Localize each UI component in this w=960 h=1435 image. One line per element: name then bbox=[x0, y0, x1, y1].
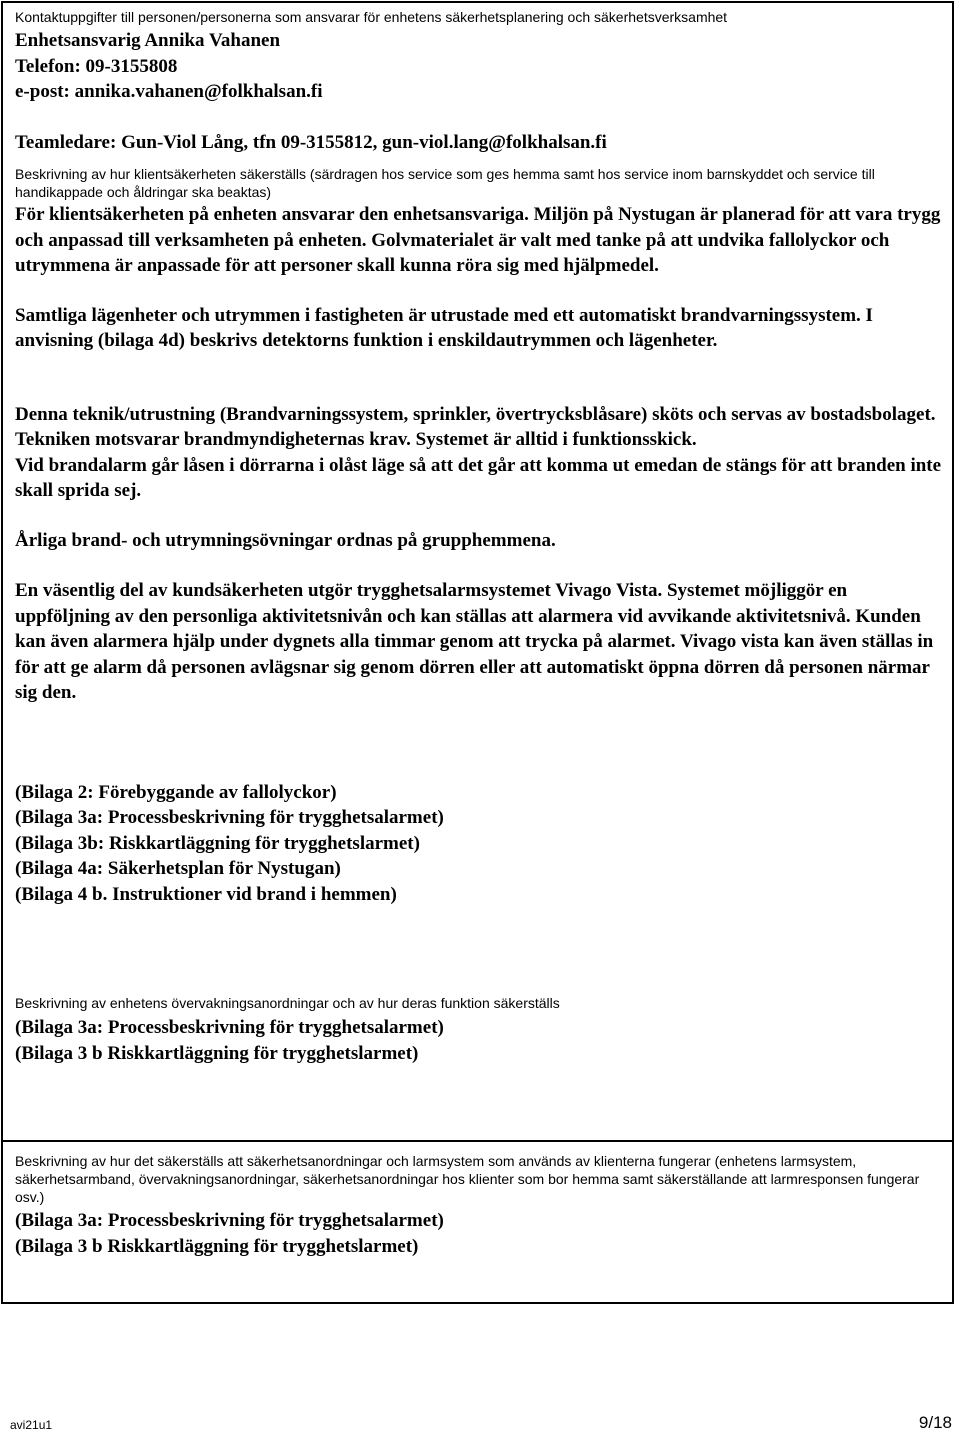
attachment-item: (Bilaga 3b: Riskkartläggning för trygghetslarmet) bbox=[15, 832, 420, 854]
safety-paragraph-3b: Tekniken motsvarar brandmyndigheternas krav. Systemet är alltid i funktionsskick. bbox=[15, 429, 697, 450]
safety-paragraph-1: För klientsäkerheten på enheten ansvarar den enhetsansvariga. Miljön på Nystugan är planerad för att vara trygg och anpassad till verksamheten på enheten. Golvmaterialet är valt med tanke på att undvika fallolyckor och utrymmena är anpassade för att personer skall kunna röra sig med hjälpmedel. bbox=[15, 204, 941, 276]
attachment-item: (Bilaga 3a: Processbeskrivning för trygghetsalarmet) bbox=[15, 807, 444, 828]
safety-paragraph-3a: Denna teknik/utrustning (Brandvarningssystem, sprinkler, övertrycksblåsare) sköts och servas av bostadsbolaget. bbox=[15, 403, 936, 425]
attachment-item: (Bilaga 3 b Riskkartläggning för trygghetslarmet) bbox=[15, 1042, 419, 1064]
attachment-item: (Bilaga 4a: Säkerhetsplan för Nystugan) bbox=[15, 858, 341, 879]
form-frame bbox=[1, 1, 954, 1304]
contact-email: e-post: annika.vahanen@folkhalsan.fi bbox=[15, 81, 323, 102]
safety-section bbox=[5, 165, 954, 907]
contact-heading: Kontaktuppgifter till personen/personerna som ansvarar för enhetens säkerhetsplanering och säkerhetsverksamhet bbox=[15, 9, 728, 25]
safety-heading: Beskrivning av hur klientsäkerheten säkerställs (särdragen hos service som ges hemma samt hos service inom barnskyddet och service till handikappade och åldringar ska beaktas) bbox=[15, 166, 875, 200]
attachment-item: (Bilaga 2: Förebyggande av fallolyckor) bbox=[15, 781, 337, 803]
safety-paragraph-3c: Vid brandalarm går låsen i dörrarna i olåst läge så att det går att komma ut emedan de stängs för att branden inte skall sprida sej. bbox=[15, 454, 942, 501]
attachment-item: (Bilaga 4 b. Instruktioner vid brand i hemmen) bbox=[15, 883, 397, 905]
attachment-item: (Bilaga 3a: Processbeskrivning för trygghetsalarmet) bbox=[15, 1210, 444, 1231]
monitoring-heading: Beskrivning av enhetens övervakningsanordningar och av hur deras funktion säkerställs bbox=[15, 995, 560, 1011]
page-number: 9/18 bbox=[918, 1413, 952, 1432]
section-divider bbox=[3, 1140, 952, 1142]
contact-teamleader: Teamledare: Gun-Viol Lång, tfn 09-3155812, gun-viol.lang@folkhalsan.fi bbox=[15, 131, 607, 153]
footer-code: avi21u1 bbox=[10, 1418, 53, 1432]
alarms-section bbox=[5, 1152, 954, 1259]
safety-paragraph-4: Årliga brand- och utrymningsövningar ordnas på grupphemmena. bbox=[15, 529, 556, 551]
alarms-heading: Beskrivning av hur det säkerställs att säkerhetsanordningar och larmsystem som används av klienterna fungerar (enhetens larmsystem, säkerhetsarmband, övervakningsanordningar, säkerhetsanordningar hos klienter som bor hemma samt säkerställande att larmresponsen fungerar osv.) bbox=[15, 1153, 920, 1205]
contact-name: Enhetsansvarig Annika Vahanen bbox=[15, 30, 281, 51]
safety-paragraph-2: Samtliga lägenheter och utrymmen i fastigheten är utrustade med ett automatiskt brandvarningssystem. I anvisning (bilaga 4d) beskrivs detektorns funktion i enskildautrymmen och lägenheter. bbox=[15, 304, 873, 351]
contact-phone: Telefon: 09-3155808 bbox=[15, 55, 178, 77]
attachment-item: (Bilaga 3 b Riskkartläggning för trygghetslarmet) bbox=[15, 1235, 419, 1257]
attachment-item: (Bilaga 3a: Processbeskrivning för trygghetsalarmet) bbox=[15, 1017, 444, 1038]
safety-paragraph-5: En väsentlig del av kundsäkerheten utgör trygghetsalarmsystemet Vivago Vista. Systemet möjliggör en uppföljning av den personliga aktivitetsnivån och kan ställas att alarmera vid avvikande aktivitetsnivå. Kunden kan även alarmera hjälp under dygnets alla timmar genom att trycka på alarmet. Vivago vista kan även ställas in för att ge alarm då personen avlägsnar sig genom dörren eller att automatiskt öppna dörren då personen närmar sig den. bbox=[15, 580, 934, 703]
monitoring-section bbox=[5, 994, 954, 1066]
contact-section bbox=[5, 8, 954, 155]
